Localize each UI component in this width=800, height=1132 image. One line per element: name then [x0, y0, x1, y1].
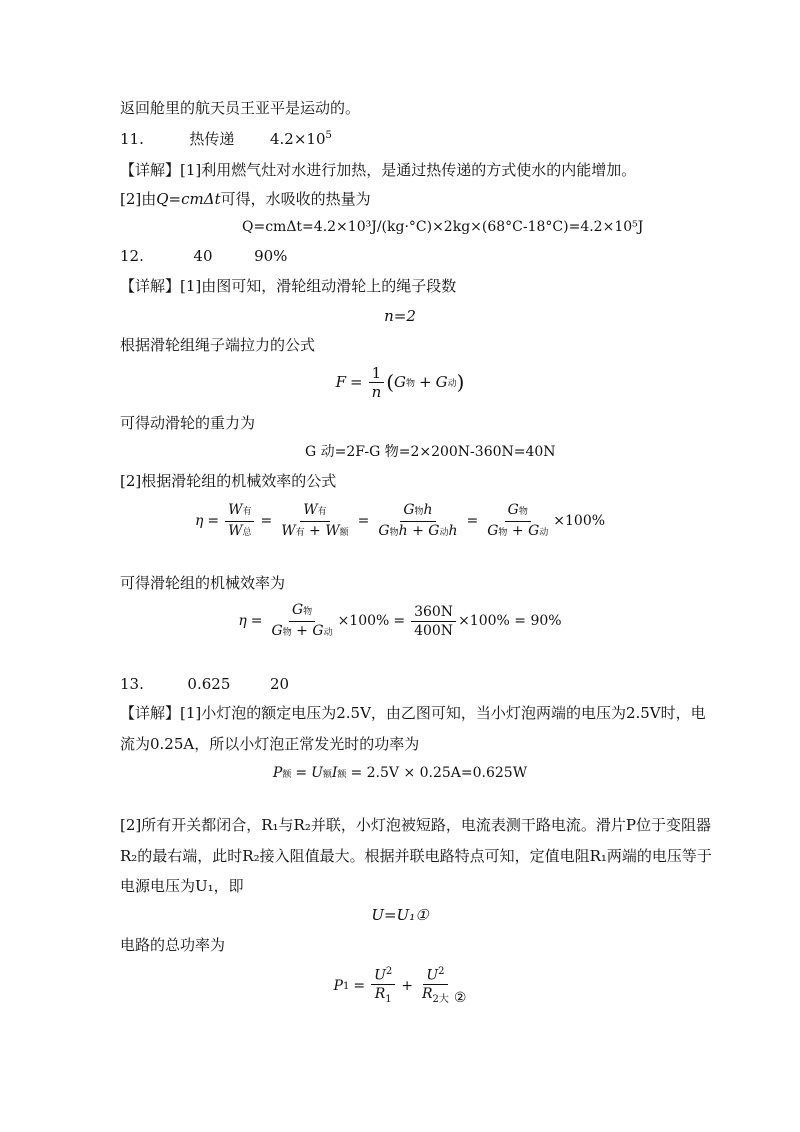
explanation-line: 根据滑轮组绳子端拉力的公式	[120, 336, 316, 354]
answer-1: 40	[193, 247, 213, 265]
answer-row-13	[120, 674, 289, 694]
answer-1: 热传递	[189, 130, 235, 148]
equation-power: P 额 = U 额 I 额 = 2.5V × 0.25A=0.625W	[272, 765, 528, 781]
question-number: 12.	[120, 247, 144, 265]
explanation-line: [2]根据滑轮组的机械效率的公式	[120, 472, 337, 490]
answer-row-12	[120, 246, 287, 266]
explanation-line: 【详解】[1]利用燃气灶对水进行加热，是通过热传递的方式使水的内能增加。	[120, 161, 637, 179]
explanation-line: [2]由Q=cmΔt可得，水吸收的热量为	[120, 190, 371, 208]
explanation-line: R₂的最右端，此时R₂接入阻值最大。根据并联电路特点可知，定值电阻R₁两端的电压等于	[120, 847, 712, 865]
equation-heat: Q=cmΔt=4.2×10³J/(kg·°C)×2kg×(68°C-18°C)=4.2×10⁵J	[242, 219, 644, 235]
answer-2: 90%	[254, 247, 288, 265]
equation-force: F = $\frac{1}{n}$ ( G 物 + G 动 )	[335, 363, 465, 401]
equation-voltage: U=U₁①	[371, 906, 429, 924]
answer-2: 20	[269, 675, 290, 693]
equation-total-power: P 1 = $\frac{U^2}{R_1}$ + $\frac{U^2}{R_{2大}}$ ②	[0, 960, 800, 1012]
answer-2: $4.2\times 10^5$	[270, 130, 332, 148]
text-line: 返回舱里的航天员王亚平是运动的。	[120, 99, 361, 117]
answer-1: 0.625	[187, 675, 231, 693]
explanation-line: 电源电压为U₁，即	[120, 877, 244, 895]
equation-n: n=2	[384, 307, 416, 325]
explanation-line: 可得动滑轮的重力为	[120, 414, 256, 432]
equation-efficiency-result: η = $\frac{\text{G物}}{\text{G物 + G动}}$ ×100% = $\frac{360N}{400N}$ ×100% = 90%	[238, 601, 562, 639]
answer-row-11	[120, 126, 332, 149]
question-number: 11.	[120, 130, 144, 148]
explanation-line: 电路的总功率为	[120, 936, 226, 954]
explanation-line: 【详解】[1]小灯泡的额定电压为2.5V，由乙图可知，当小灯泡两端的电压为2.5V时，电	[120, 704, 706, 722]
question-number: 13.	[120, 675, 144, 693]
explanation-line: 【详解】[1]由图可知，滑轮组动滑轮上的绳子段数	[120, 277, 457, 295]
explanation-line: [2]所有开关都闭合，R₁与R₂并联，小灯泡被短路，电流表测干路电流。滑片P位于变阻器	[120, 816, 711, 834]
explanation-line: 流为0.25A，所以小灯泡正常发光时的功率为	[120, 735, 420, 753]
equation-efficiency: η = $\frac{\text{W有}}{\text{W总}}$ = $\frac{\text{W有}}{\text{W有 + W额}}$ = $\frac{\text{G物h}}{\text{G物h + G动h}}$ = $\frac{\text{G物}}{\text{G物 + G动}}$ ×100%	[194, 501, 606, 539]
explanation-line: 可得滑轮组的机械效率为	[120, 574, 286, 592]
equation-gravity: G 动=2F-G 物=2×200N-360N=40N	[305, 444, 556, 460]
